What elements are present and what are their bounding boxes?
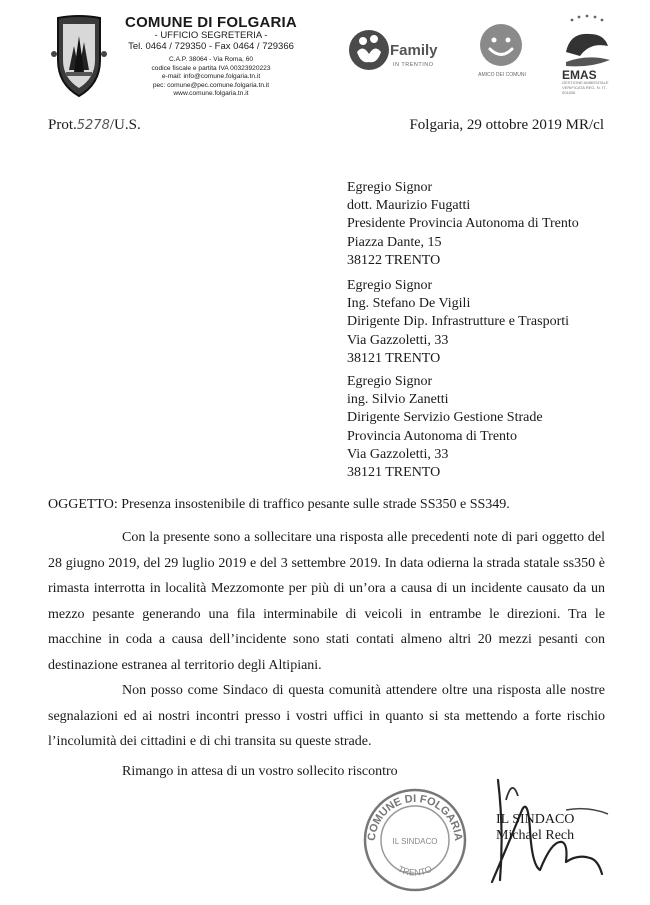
recipient-line: 38121 TRENTO (347, 350, 441, 366)
recipient-line: Egregio Signor (347, 180, 433, 195)
recipient-line: Via Gazzoletti, 33 (347, 446, 449, 462)
recipient-line: Via Gazzoletti, 33 (347, 332, 449, 348)
protocol-suffix: /U.S. (109, 117, 141, 133)
closing-line: Rimango in attesa di un vostro sollecito riscontro (122, 764, 398, 779)
recipient-line: Presidente Provincia Autonoma di Trento (347, 216, 579, 232)
signature-block (496, 812, 574, 844)
website: www.comune.folgaria.tn.it (173, 90, 249, 98)
recipient-line: Dirigente Servizio Gestione Strade (347, 410, 543, 426)
subject-line: OGGETTO: Presenza insostenibile di traffico pesante sulle strade SS350 e SS349. (48, 497, 510, 512)
recipient-line: Ing. Stefano De Vigili (347, 296, 471, 312)
official-stamp-icon (355, 778, 475, 898)
family-logo-text: Family (390, 42, 438, 59)
emas-logo-subtext: GESTIONE AMBIENTALE VERIFICATA REG. N. IT-001836 (562, 80, 609, 95)
family-logo-subtext: IN TRENTINO (393, 62, 434, 68)
recipient-block (347, 373, 543, 482)
recipient-line: Egregio Signor (347, 374, 433, 389)
stamp-bottom-text: TRENTO (396, 863, 434, 878)
date-line: Folgaria, 29 ottobre 2019 MR/cl (409, 117, 604, 133)
svg-text:TRENTO (396, 864, 433, 878)
email-address: e-mail: info@comune.folgaria.tn.it (161, 73, 261, 81)
signatory-title: IL SINDACO (496, 812, 575, 827)
recipient-line: 38121 TRENTO (347, 465, 441, 481)
recipient-line: dott. Maurizio Fugatti (347, 198, 471, 214)
stamp-top-text: COMUNE DI FOLGARIA (365, 792, 465, 842)
recipient-line: Egregio Signor (347, 278, 433, 293)
office-name: - UFFICIO SEGRETERIA - (154, 30, 268, 42)
protocol-handwritten-number: 5278 (76, 118, 110, 133)
letterhead (118, 14, 304, 99)
stamp-middle-text: IL SINDACO (392, 837, 438, 846)
tax-code: codice fiscale e partita IVA 00323920223 (151, 64, 271, 72)
postal-address: C.A.P. 38064 - Via Roma, 60 (168, 56, 254, 64)
recipient-block (347, 179, 579, 270)
recipient-line: Piazza Dante, 15 (347, 234, 442, 250)
recipient-line: Dirigente Dip. Infrastrutture e Trasporti (347, 314, 570, 330)
recipient-line: ing. Silvio Zanetti (347, 392, 449, 408)
svg-text:COMUNE DI FOLGARIA (366, 793, 464, 842)
recipient-block (347, 277, 569, 368)
phone-fax: Tel. 0464 / 729350 - Fax 0464 / 729366 (128, 41, 294, 53)
pec-address: pec: comune@pec.comune.folgaria.tn.it (152, 81, 270, 89)
body-paragraph: Non posso come Sindaco di questa comunità attendere oltre una risposta alle nostre segnalazioni ed ai nostri incontri presso i vostri uffici in quanto si sta mettendo a forte rischio l’incolumità dei cittadini e di chi transita su queste strade. (48, 683, 605, 749)
emas-logo-text: EMAS (562, 68, 597, 82)
municipality-name: COMUNE DI FOLGARIA (125, 14, 297, 31)
protocol-number (48, 117, 141, 134)
protocol-prefix: Prot. (48, 117, 77, 133)
body-paragraph: Con la presente sono a sollecitare una risposta alle precedenti note di pari oggetto del 28 giugno 2019, del 29 luglio 2019 e del 3 settembre 2019. In data odierna la strada statale ss350 è rimasta interrotta in località Mezzomonte per più di un’ora a causa di un incidente causato da un mezzo pesante generando una fila interminabile di veicoli in entrambe le direzioni. Tra le macchine in coda a causa dell’incidente sono stati contati almeno altri 20 mezzi pesanti con destinazione estranea al territorio degli Altipiani. (48, 530, 605, 673)
recipient-line: 38122 TRENTO (347, 252, 441, 268)
coat-of-arms-icon (50, 14, 108, 100)
recipient-line: Provincia Autonoma di Trento (347, 428, 517, 444)
signatory-name: Michael Rech (496, 828, 575, 843)
smile-logo-caption: AMICO DEI COMUNI (478, 72, 526, 78)
